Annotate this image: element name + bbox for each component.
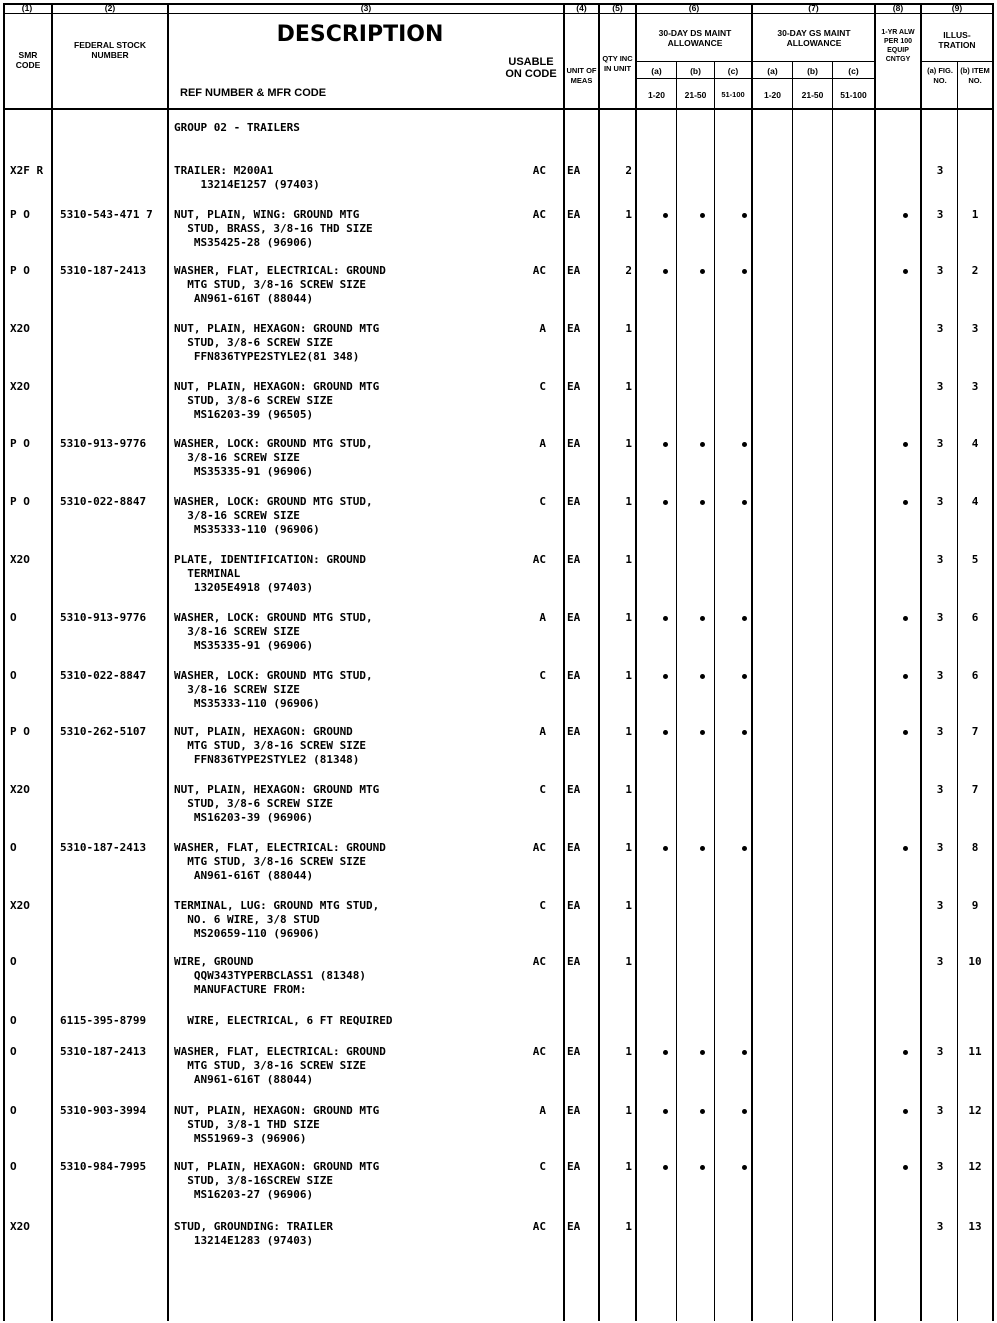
row-qty: 1 [625,841,632,854]
allowance-dot [742,730,747,735]
row-fsn: 5310-262-5107 [60,725,147,738]
row-smr: X2O [10,1220,30,1233]
allowance-dot [742,269,747,274]
row-usable: A [539,611,546,624]
row-qty: 1 [625,955,632,968]
allowance-dot [700,1109,705,1114]
row-unit: EA [567,899,581,912]
allowance-dot [742,1165,747,1170]
allowance-dot [700,1050,705,1055]
row-desc: WASHER, LOCK: GROUND MTG STUD, 3/8-16 SCREW SIZE MS35333-110 (96906) [174,495,373,536]
row-qty: 1 [625,1104,632,1117]
row-unit: EA [567,1160,581,1173]
row-fig: 3 [936,437,944,450]
col-num-5: (5) [612,3,623,13]
row-fig: 3 [936,899,944,912]
allowance-dot [663,674,668,679]
row-smr: P O [10,725,30,738]
yr-allowance-dot [903,1165,908,1170]
row-smr: O [10,669,17,682]
row-fig: 3 [936,164,944,177]
allowance-dot [663,442,668,447]
row-unit: EA [567,1220,581,1233]
allowance-dot [700,616,705,621]
col-rule-6a [676,62,677,1321]
row-fsn: 5310-022-8847 [60,495,147,508]
yr-allowance-dot [903,674,908,679]
row-qty: 1 [625,322,632,335]
row-smr: O [10,611,17,624]
yr-allowance-dot [903,616,908,621]
row-item: 7 [971,783,979,796]
illus-rule [920,61,994,62]
row-fsn: 5310-187-2413 [60,264,147,277]
row-usable: AC [532,264,546,277]
row-fsn: 5310-903-3994 [60,1104,147,1117]
gs-sub-b: (b) [807,66,818,76]
row-qty: 1 [625,783,632,796]
row-unit: EA [567,322,581,335]
sub-rule [635,78,876,79]
row-usable: C [539,899,546,912]
col-rule-1 [51,3,53,1321]
fig-no-header: (a) FIG. NO. [927,66,953,85]
col-num-4: (4) [576,3,587,13]
yr-allowance-dot [903,1109,908,1114]
row-item: 11 [968,1045,982,1058]
row-desc: NUT, PLAIN, HEXAGON: GROUND MTG STUD, 3/8-16SCREW SIZE MS16203-27 (96906) [174,1160,380,1201]
row-smr: O [10,1160,17,1173]
row-qty: 1 [625,1045,632,1058]
row-fsn: 6115-395-8799 [60,1014,147,1027]
row-unit: EA [567,611,581,624]
row-fig: 3 [936,955,944,968]
row-usable: AC [532,955,546,968]
group-title: GROUP 02 - TRAILERS [174,121,300,134]
row-desc: WIRE, GROUND QQW343TYPERBCLASS1 (81348) MANUFACTURE FROM: [174,955,367,996]
row-desc: NUT, PLAIN, HEXAGON: GROUND MTG STUD, 3/8-6 SCREW SIZE MS16203-39 (96906) [174,783,380,824]
row-fsn: 5310-913-9776 [60,611,147,624]
row-usable: A [539,437,546,450]
row-desc: NUT, PLAIN, HEXAGON: GROUND MTG STUD, 3/8-6 SCREW SIZE FFN836TYPE2STYLE2(81 348) [174,322,380,363]
allowance-dot [700,730,705,735]
row-smr: X2O [10,322,30,335]
row-item: 10 [968,955,982,968]
col-num-8: (8) [892,3,904,13]
row-desc: TERMINAL, LUG: GROUND MTG STUD, NO. 6 WIRE, 3/8 STUD MS20659-110 (96906) [174,899,380,940]
row-smr: P O [10,437,30,450]
row-smr: X2O [10,899,30,912]
row-fsn: 5310-913-9776 [60,437,147,450]
gs-sub-c: (c) [848,66,859,76]
row-fig: 3 [936,1104,944,1117]
allowance-dot [700,846,705,851]
row-desc: WIRE, ELECTRICAL, 6 FT REQUIRED [174,1014,393,1027]
col-rule-4 [598,3,600,1321]
row-item: 3 [971,380,979,393]
allowance-dot [742,1109,747,1114]
allowance-dot [663,269,668,274]
col-number-rule [3,13,994,14]
allowance-dot [742,500,747,505]
col-num-1: (1) [21,3,33,13]
row-fsn: 5310-984-7995 [60,1160,147,1173]
allowance-dot [742,674,747,679]
yr-allowance-dot [903,846,908,851]
allowance-dot [663,500,668,505]
row-desc: PLATE, IDENTIFICATION: GROUND TERMINAL 13205E4918 (97403) [174,553,367,594]
row-item: 4 [971,495,979,508]
row-unit: EA [567,725,581,738]
yr-allowance-dot [903,269,908,274]
row-fig: 3 [936,841,944,854]
row-smr: O [10,955,17,968]
gs-range-2: 21-50 [801,90,824,100]
row-qty: 1 [625,208,632,221]
row-desc: WASHER, FLAT, ELECTRICAL: GROUND MTG STUD, 3/8-16 SCREW SIZE AN961-616T (88044) [174,841,386,882]
unit-of-meas-header: UNIT OF MEAS [566,66,597,85]
row-smr: X2F R [10,164,44,177]
yr-allowance-dot [903,730,908,735]
row-qty: 1 [625,380,632,393]
left-border [3,3,5,1321]
col-num-7: (7) [808,3,819,13]
row-smr: X2O [10,783,30,796]
col-rule-9a [957,62,958,1321]
row-usable: C [539,1160,546,1173]
row-fsn: 5310-187-2413 [60,1045,147,1058]
row-fig: 3 [936,783,944,796]
col-num-3: (3) [360,3,372,13]
row-unit: EA [567,553,581,566]
row-unit: EA [567,955,581,968]
row-usable: AC [532,164,546,177]
row-smr: P O [10,495,30,508]
allowance-rule-gs [751,61,876,62]
allowance-dot [742,213,747,218]
row-usable: A [539,1104,546,1117]
gs-range-3: 51-100 [840,90,867,100]
row-smr: O [10,841,17,854]
row-smr: O [10,1014,17,1027]
row-unit: EA [567,841,581,854]
row-fig: 3 [936,1045,944,1058]
row-desc: WASHER, FLAT, ELECTRICAL: GROUND MTG STUD, 3/8-16 SCREW SIZE AN961-616T (88044) [174,264,386,305]
row-qty: 1 [625,495,632,508]
allowance-dot [742,846,747,851]
row-fig: 3 [936,380,944,393]
row-item: 12 [968,1104,982,1117]
allowance-dot [663,616,668,621]
gs-allowance-header: 30-DAY GS MAINT ALLOWANCE [777,28,851,48]
ds-range-2: 21-50 [684,90,707,100]
ds-sub-a: (a) [651,66,662,76]
row-usable: AC [532,1045,546,1058]
row-desc: NUT, PLAIN, WING: GROUND MTG STUD, BRASS, 3/8-16 THD SIZE MS35425-28 (96906) [174,208,373,249]
allowance-dot [663,846,668,851]
row-desc: WASHER, LOCK: GROUND MTG STUD, 3/8-16 SCREW SIZE MS35333-110 (96906) [174,669,373,710]
col-rule-6 [751,3,753,1321]
row-usable: C [539,783,546,796]
row-smr: O [10,1045,17,1058]
row-item: 12 [968,1160,982,1173]
row-fig: 3 [936,725,944,738]
allowance-dot [742,616,747,621]
row-fig: 3 [936,1160,944,1173]
description-header: DESCRIPTION [276,22,444,47]
yr-allowance-dot [903,442,908,447]
allowance-dot [700,674,705,679]
row-item: 7 [971,725,979,738]
row-smr: O [10,1104,17,1117]
row-usable: AC [532,841,546,854]
row-fig: 3 [936,208,944,221]
row-fsn: 5310-187-2413 [60,841,147,854]
row-item: 3 [971,322,979,335]
row-usable: A [539,725,546,738]
row-item: 9 [971,899,979,912]
row-unit: EA [567,164,581,177]
row-qty: 1 [625,611,632,624]
allowance-dot [663,1050,668,1055]
col-rule-3 [563,3,565,1321]
row-unit: EA [567,495,581,508]
row-usable: AC [532,553,546,566]
row-desc: NUT, PLAIN, HEXAGON: GROUND MTG STUD, 3/8-16 SCREW SIZE FFN836TYPE2STYLE2 (81348) [174,725,367,766]
row-item: 4 [971,437,979,450]
right-border [992,3,994,1321]
row-usable: AC [532,1220,546,1233]
row-desc: NUT, PLAIN, HEXAGON: GROUND MTG STUD, 3/8-6 SCREW SIZE MS16203-39 (96505) [174,380,380,421]
row-item: 8 [971,841,979,854]
row-desc: WASHER, LOCK: GROUND MTG STUD, 3/8-16 SCREW SIZE MS35335-91 (96906) [174,611,373,652]
row-qty: 1 [625,1160,632,1173]
yr-allowance-dot [903,213,908,218]
row-usable: C [539,495,546,508]
allowance-dot [663,730,668,735]
row-unit: EA [567,264,581,277]
row-unit: EA [567,208,581,221]
smr-code-header: SMR CODE [15,50,41,70]
row-unit: EA [567,380,581,393]
gs-sub-a: (a) [767,66,778,76]
item-no-header: (b) ITEM NO. [960,66,990,85]
allowance-dot [700,500,705,505]
row-desc: NUT, PLAIN, HEXAGON: GROUND MTG STUD, 3/8-1 THD SIZE MS51969-3 (96906) [174,1104,380,1145]
row-usable: C [539,669,546,682]
allowance-dot [742,442,747,447]
row-fig: 3 [936,1220,944,1233]
row-usable: A [539,322,546,335]
col-rule-7b [832,62,833,1321]
row-smr: P O [10,264,30,277]
allowance-dot [700,442,705,447]
yr-allowance-dot [903,1050,908,1055]
allowance-dot [663,213,668,218]
col-num-6: (6) [688,3,700,13]
row-desc: STUD, GROUNDING: TRAILER 13214E1283 (97403) [174,1220,333,1247]
row-qty: 2 [625,264,632,277]
row-unit: EA [567,1045,581,1058]
col-rule-6b [714,62,715,1321]
row-item: 13 [968,1220,982,1233]
row-item: 6 [971,669,979,682]
fsn-header: FEDERAL STOCK NUMBER [74,40,146,60]
col-rule-8 [920,3,922,1321]
allowance-dot [663,1165,668,1170]
illustration-header: ILLUS-TRATION [938,30,976,50]
row-unit: EA [567,1104,581,1117]
row-fig: 3 [936,611,944,624]
row-fsn: 5310-022-8847 [60,669,147,682]
row-unit: EA [567,669,581,682]
usable-on-code-header: USABLE ON CODE [505,56,557,80]
row-qty: 1 [625,899,632,912]
allowance-rule [635,61,753,62]
row-desc: WASHER, FLAT, ELECTRICAL: GROUND MTG STUD, 3/8-16 SCREW SIZE AN961-616T (88044) [174,1045,386,1086]
row-item: 2 [971,264,979,277]
row-qty: 1 [625,669,632,682]
ds-range-3: 51-100 [721,90,745,99]
gs-range-1: 1-20 [763,90,781,100]
col-num-2: (2) [104,3,116,13]
row-fsn: 5310-543-471 7 [60,208,153,221]
ds-sub-b: (b) [690,66,701,76]
qty-header: QTY INC IN UNIT [602,54,633,73]
allowance-dot [742,1050,747,1055]
row-qty: 1 [625,725,632,738]
row-fig: 3 [936,322,944,335]
allowance-dot [700,213,705,218]
row-fig: 3 [936,669,944,682]
allowance-dot [700,1165,705,1170]
row-fig: 3 [936,495,944,508]
row-usable: C [539,380,546,393]
yr-allowance-header: 1-YR ALW PER 100 EQUIP CNTGY [881,29,915,63]
ds-range-1: 1-20 [647,90,665,100]
row-item: 1 [971,208,979,221]
col-num-9: (9) [951,3,963,13]
row-qty: 2 [625,164,632,177]
row-smr: X2O [10,380,30,393]
row-fig: 3 [936,264,944,277]
row-qty: 1 [625,1220,632,1233]
row-qty: 1 [625,553,632,566]
col-rule-7a [792,62,793,1321]
ds-allowance-header: 30-DAY DS MAINT ALLOWANCE [658,28,732,48]
col-rule-5 [635,3,637,1321]
row-fig: 3 [936,553,944,566]
ds-sub-c: (c) [727,66,739,76]
ref-number-header: REF NUMBER & MFR CODE [180,87,327,99]
col-rule-2 [167,3,169,1321]
header-bottom-rule [3,108,994,110]
row-usable: AC [532,208,546,221]
row-desc: TRAILER: M200A1 13214E1257 (97403) [174,164,320,191]
col-rule-7 [874,3,876,1321]
row-qty: 1 [625,437,632,450]
allowance-dot [663,1109,668,1114]
row-item: 5 [971,553,979,566]
row-unit: EA [567,437,581,450]
yr-allowance-dot [903,500,908,505]
row-unit: EA [567,783,581,796]
row-item: 6 [971,611,979,624]
row-desc: WASHER, LOCK: GROUND MTG STUD, 3/8-16 SCREW SIZE MS35335-91 (96906) [174,437,373,478]
row-smr: P O [10,208,30,221]
row-smr: X2O [10,553,30,566]
allowance-dot [700,269,705,274]
